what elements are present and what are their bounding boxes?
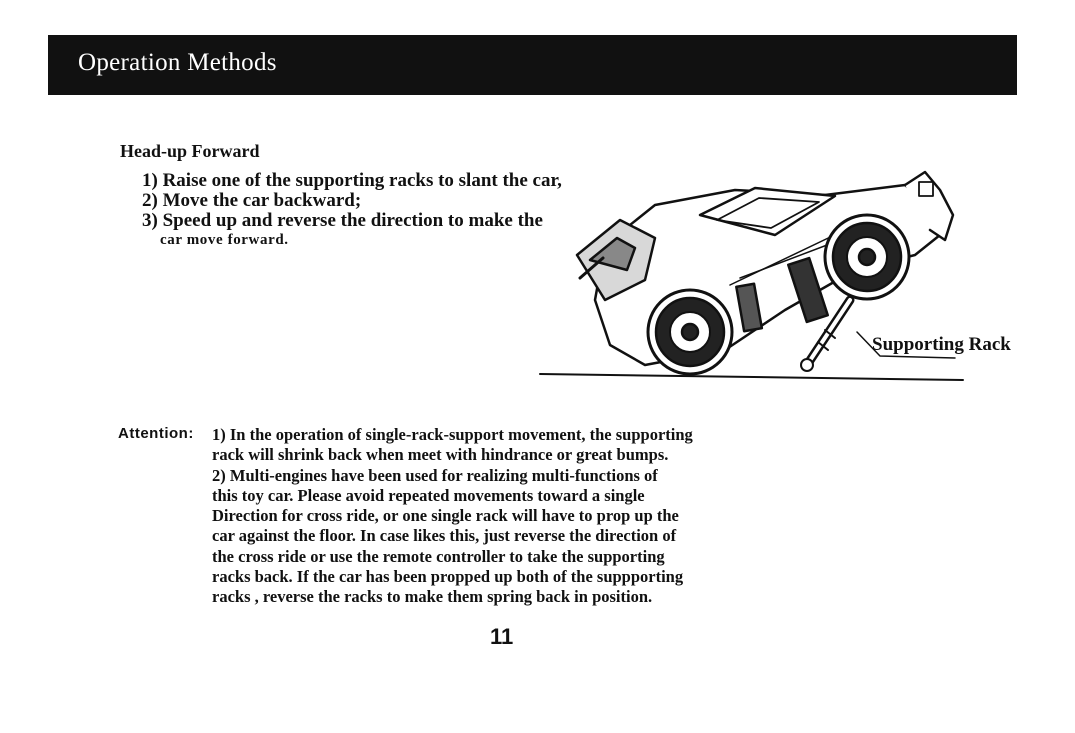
page-title: Operation Methods: [78, 49, 277, 76]
supporting-rack-label: Supporting Rack: [872, 334, 1011, 355]
header-bar: [48, 35, 1017, 95]
section-heading: Head-up Forward: [120, 141, 260, 161]
attention-line: 1) In the operation of single-rack-support movement, the supporting: [212, 425, 693, 444]
attention-body: [212, 425, 812, 608]
attention-line: the cross ride or use the remote controller to take the supporting: [212, 546, 665, 566]
attention-line: 2) Multi-engines have been used for realizing multi-functions of: [212, 465, 658, 485]
step-1: 1) Raise one of the supporting racks to slant the car,: [142, 170, 562, 191]
attention-line: car against the floor. In case likes this, just reverse the direction of: [212, 526, 677, 546]
attention-line: this toy car. Please avoid repeated movements toward a single: [212, 485, 645, 505]
step-3-continuation: car move forward.: [160, 232, 289, 248]
page-number: 11: [490, 624, 514, 649]
attention-line: racks back. If the car has been propped up both of the suppporting: [212, 567, 684, 587]
step-3: 3) Speed up and reverse the direction to make the: [142, 210, 543, 231]
attention-label: Attention:: [118, 425, 194, 442]
attention-line: rack will shrink back when meet with hindrance or great bumps.: [212, 445, 669, 465]
attention-line: racks , reverse the racks to make them spring back in position.: [212, 587, 653, 607]
attention-line: Direction for cross ride, or one single rack will have to prop up the: [212, 506, 679, 526]
step-2: 2) Move the car backward;: [142, 190, 362, 211]
